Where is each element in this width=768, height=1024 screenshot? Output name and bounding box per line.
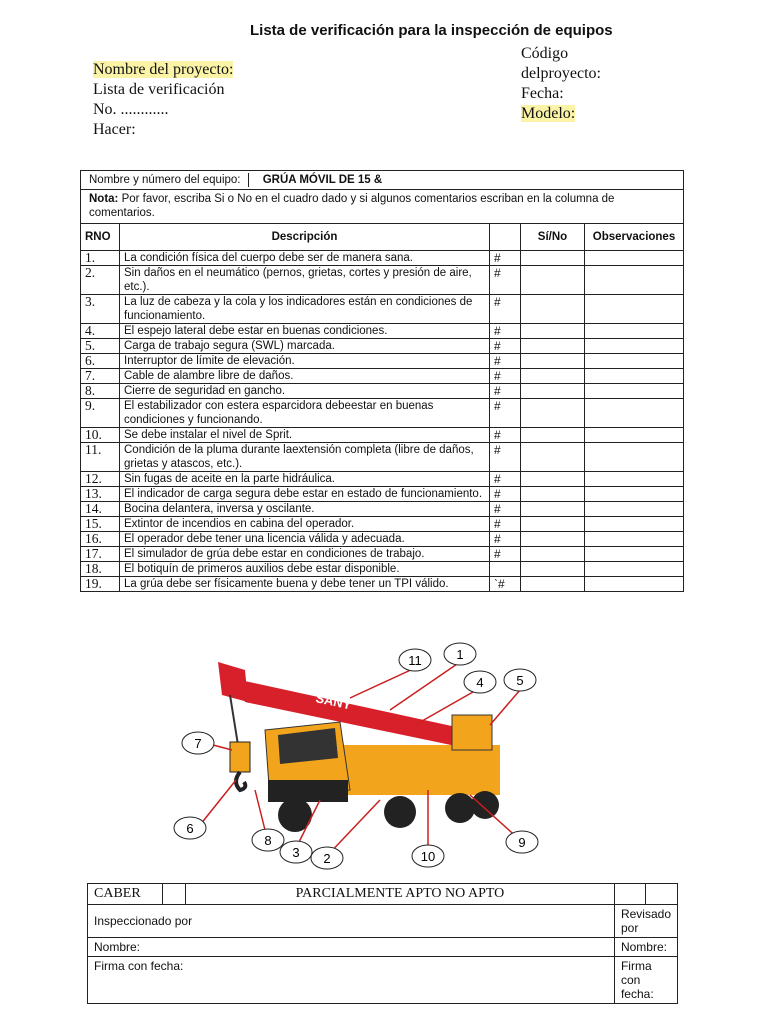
row-observation-cell[interactable] (585, 339, 684, 354)
row-mark: # (490, 532, 521, 547)
row-yes-no-cell[interactable] (521, 399, 585, 428)
row-mark: `# (490, 577, 521, 592)
row-description: La luz de cabeza y la cola y los indicadores están en condiciones de funcionamiento. (120, 295, 490, 324)
row-mark: # (490, 487, 521, 502)
row-observation-cell[interactable] (585, 251, 684, 266)
row-description: Cierre de seguridad en gancho. (120, 384, 490, 399)
hook-block (230, 742, 250, 772)
row-mark: # (490, 251, 521, 266)
checklist-label: Lista de verificación (93, 81, 225, 98)
row-description: Se debe instalar el nivel de Sprit. (120, 428, 490, 443)
row-yes-no-cell[interactable] (521, 428, 585, 443)
checklist-row (81, 502, 684, 517)
boom-brand: SANY (314, 690, 353, 713)
equipment-value: GRÚA MÓVIL DE 15 & (248, 173, 383, 187)
checklist-row (81, 472, 684, 487)
row-observation-cell[interactable] (585, 517, 684, 532)
row-description: Cable de alambre libre de daños. (120, 369, 490, 384)
row-observation-cell[interactable] (585, 502, 684, 517)
row-description: El simulador de grúa debe estar en condiciones de trabajo. (120, 547, 490, 562)
boom-tip (218, 662, 248, 702)
row-yes-no-cell[interactable] (521, 487, 585, 502)
callout-number: 9 (518, 835, 526, 850)
callout-number: 11 (408, 653, 422, 668)
row-mark: # (490, 324, 521, 339)
row-observation-cell[interactable] (585, 547, 684, 562)
row-description: El estabilizador con estera esparcidora debeestar en buenas condiciones y funcionando. (120, 399, 490, 428)
row-number: 12. (81, 472, 120, 487)
row-number: 4. (81, 324, 120, 339)
row-observation-cell[interactable] (585, 428, 684, 443)
row-mark: # (490, 354, 521, 369)
project-header-right (521, 44, 601, 124)
name-left-field[interactable]: Nombre: (88, 938, 615, 957)
wheel-mid (384, 796, 416, 828)
wheel-rear-2 (471, 791, 499, 819)
header-yes-no: Sí/No (521, 224, 585, 251)
callout-number: 1 (456, 647, 464, 662)
checklist-row (81, 517, 684, 532)
checklist-row (81, 562, 684, 577)
row-observation-cell[interactable] (585, 266, 684, 295)
checklist-row (81, 339, 684, 354)
row-observation-cell[interactable] (585, 369, 684, 384)
callout-number: 6 (186, 821, 194, 836)
row-mark: # (490, 428, 521, 443)
signature-row (88, 957, 678, 1004)
project-header-left (93, 60, 233, 140)
row-description: El botiquín de primeros auxilios debe estar disponible. (120, 562, 490, 577)
row-observation-cell[interactable] (585, 577, 684, 592)
operator-cabin (452, 715, 492, 750)
row-number: 5. (81, 339, 120, 354)
row-number: 10. (81, 428, 120, 443)
row-description: La condición física del cuerpo debe ser de manera sana. (120, 251, 490, 266)
checklist-row (81, 577, 684, 592)
row-observation-cell[interactable] (585, 487, 684, 502)
row-observation-cell[interactable] (585, 399, 684, 428)
row-number: 15. (81, 517, 120, 532)
header-observations: Observaciones (585, 224, 684, 251)
crane-illustration (170, 640, 550, 872)
row-yes-no-cell[interactable] (521, 443, 585, 472)
callout-number: 4 (476, 675, 484, 690)
hook (236, 772, 245, 790)
inspected-by-label: Inspeccionado por (88, 905, 615, 938)
checklist-row (81, 295, 684, 324)
row-mark (490, 562, 521, 577)
checklist-row (81, 443, 684, 472)
fit-label: CABER (88, 884, 163, 905)
row-yes-no-cell[interactable] (521, 502, 585, 517)
row-description: Extintor de incendios en cabina del operador. (120, 517, 490, 532)
row-number: 18. (81, 562, 120, 577)
partial-unfit-label: PARCIALMENTE APTO NO APTO (186, 884, 615, 905)
row-observation-cell[interactable] (585, 384, 684, 399)
row-description: El operador debe tener una licencia válida y adecuada. (120, 532, 490, 547)
row-yes-no-cell[interactable] (521, 266, 585, 295)
callout-number: 2 (323, 851, 331, 866)
reviewed-by-label: Revisado por (614, 905, 677, 938)
checklist-row (81, 487, 684, 502)
checklist-row (81, 532, 684, 547)
row-mark: # (490, 443, 521, 472)
callout-number: 8 (264, 833, 272, 848)
header-rno: RNO (81, 224, 120, 251)
date-label: Fecha: (521, 85, 564, 102)
checklist-row (81, 354, 684, 369)
do-label: Hacer: (93, 121, 136, 138)
row-number: 16. (81, 532, 120, 547)
header-mark (490, 224, 521, 251)
row-description: El espejo lateral debe estar en buenas condiciones. (120, 324, 490, 339)
row-description: Sin fugas de aceite en la parte hidráulica. (120, 472, 490, 487)
row-number: 1. (81, 251, 120, 266)
row-observation-cell[interactable] (585, 562, 684, 577)
row-mark: # (490, 502, 521, 517)
row-yes-no-cell[interactable] (521, 577, 585, 592)
row-number: 14. (81, 502, 120, 517)
row-observation-cell[interactable] (585, 295, 684, 324)
name-row (88, 938, 678, 957)
row-mark: # (490, 547, 521, 562)
row-mark: # (490, 369, 521, 384)
checklist-row (81, 384, 684, 399)
signature-right-field[interactable]: Firma con fecha: (614, 957, 677, 1004)
row-yes-no-cell[interactable] (521, 369, 585, 384)
row-yes-no-cell[interactable] (521, 517, 585, 532)
row-number: 3. (81, 295, 120, 324)
row-observation-cell[interactable] (585, 443, 684, 472)
row-yes-no-cell[interactable] (521, 295, 585, 324)
fitness-row (88, 884, 678, 905)
row-observation-cell[interactable] (585, 472, 684, 487)
checklist-row (81, 266, 684, 295)
row-number: 17. (81, 547, 120, 562)
row-description: Sin daños en el neumático (pernos, grietas, cortes y presión de aire, etc.). (120, 266, 490, 295)
hoist-cable (230, 695, 238, 745)
row-mark: # (490, 295, 521, 324)
note-row (81, 190, 684, 224)
row-description: Carga de trabajo segura (SWL) marcada. (120, 339, 490, 354)
row-description: Interruptor de límite de elevación. (120, 354, 490, 369)
name-right-field[interactable]: Nombre: (614, 938, 677, 957)
checklist-row (81, 428, 684, 443)
checklist-number: No. ............ (93, 101, 169, 118)
row-yes-no-cell[interactable] (521, 472, 585, 487)
unfit-checkbox[interactable] (646, 884, 678, 905)
row-yes-no-cell[interactable] (521, 324, 585, 339)
row-mark: # (490, 517, 521, 532)
callout-number: 10 (420, 849, 436, 864)
row-observation-cell[interactable] (585, 532, 684, 547)
row-number: 8. (81, 384, 120, 399)
table-header-row (81, 224, 684, 251)
truck-bumper (268, 780, 348, 802)
header-description: Descripción (120, 224, 490, 251)
partial-checkbox[interactable] (614, 884, 646, 905)
row-description: El indicador de carga segura debe estar en estado de funcionamiento. (120, 487, 490, 502)
row-description: Condición de la pluma durante laextensión completa (libre de daños, grietas y atascos, etc.). (120, 443, 490, 472)
row-mark: # (490, 384, 521, 399)
row-number: 2. (81, 266, 120, 295)
note-text: Por favor, escriba Si o No en el cuadro dado y si algunos comentarios escriban en la columna de comentarios. (89, 193, 615, 219)
equipment-row (81, 171, 684, 190)
row-yes-no-cell[interactable] (521, 547, 585, 562)
checklist-row (81, 324, 684, 339)
project-code-label: delproyecto: (521, 65, 601, 82)
row-mark: # (490, 339, 521, 354)
note-label: Nota: (89, 193, 119, 205)
code-label: Código (521, 45, 569, 62)
equipment-label: Nombre y número del equipo: (89, 174, 241, 186)
row-mark: # (490, 399, 521, 428)
row-observation-cell[interactable] (585, 354, 684, 369)
inspected-row (88, 905, 678, 938)
callout-number: 7 (194, 736, 202, 751)
row-mark: # (490, 266, 521, 295)
row-number: 7. (81, 369, 120, 384)
row-yes-no-cell[interactable] (521, 532, 585, 547)
row-number: 6. (81, 354, 120, 369)
row-yes-no-cell[interactable] (521, 562, 585, 577)
checklist-row (81, 369, 684, 384)
row-mark: # (490, 472, 521, 487)
row-yes-no-cell[interactable] (521, 354, 585, 369)
row-number: 11. (81, 443, 120, 472)
row-yes-no-cell[interactable] (521, 384, 585, 399)
row-number: 13. (81, 487, 120, 502)
row-yes-no-cell[interactable] (521, 251, 585, 266)
row-yes-no-cell[interactable] (521, 339, 585, 354)
checklist-row (81, 399, 684, 428)
row-observation-cell[interactable] (585, 324, 684, 339)
row-number: 9. (81, 399, 120, 428)
wheel-rear (445, 793, 475, 823)
row-description: Bocina delantera, inversa y oscilante. (120, 502, 490, 517)
model-label: Modelo: (521, 105, 576, 122)
checklist-row (81, 251, 684, 266)
document-title: Lista de verificación para la inspección de equipos (250, 22, 613, 39)
row-number: 19. (81, 577, 120, 592)
callout-number: 5 (516, 673, 524, 688)
fit-checkbox[interactable] (163, 884, 186, 905)
row-description: La grúa debe ser físicamente buena y debe tener un TPI válido. (120, 577, 490, 592)
project-name-label: Nombre del proyecto: (93, 61, 234, 78)
checklist-row (81, 547, 684, 562)
inspection-checklist-table (80, 170, 684, 592)
signature-left-field[interactable]: Firma con fecha: (88, 957, 615, 1004)
callout-number: 3 (292, 845, 300, 860)
result-signoff-table (87, 883, 678, 1004)
